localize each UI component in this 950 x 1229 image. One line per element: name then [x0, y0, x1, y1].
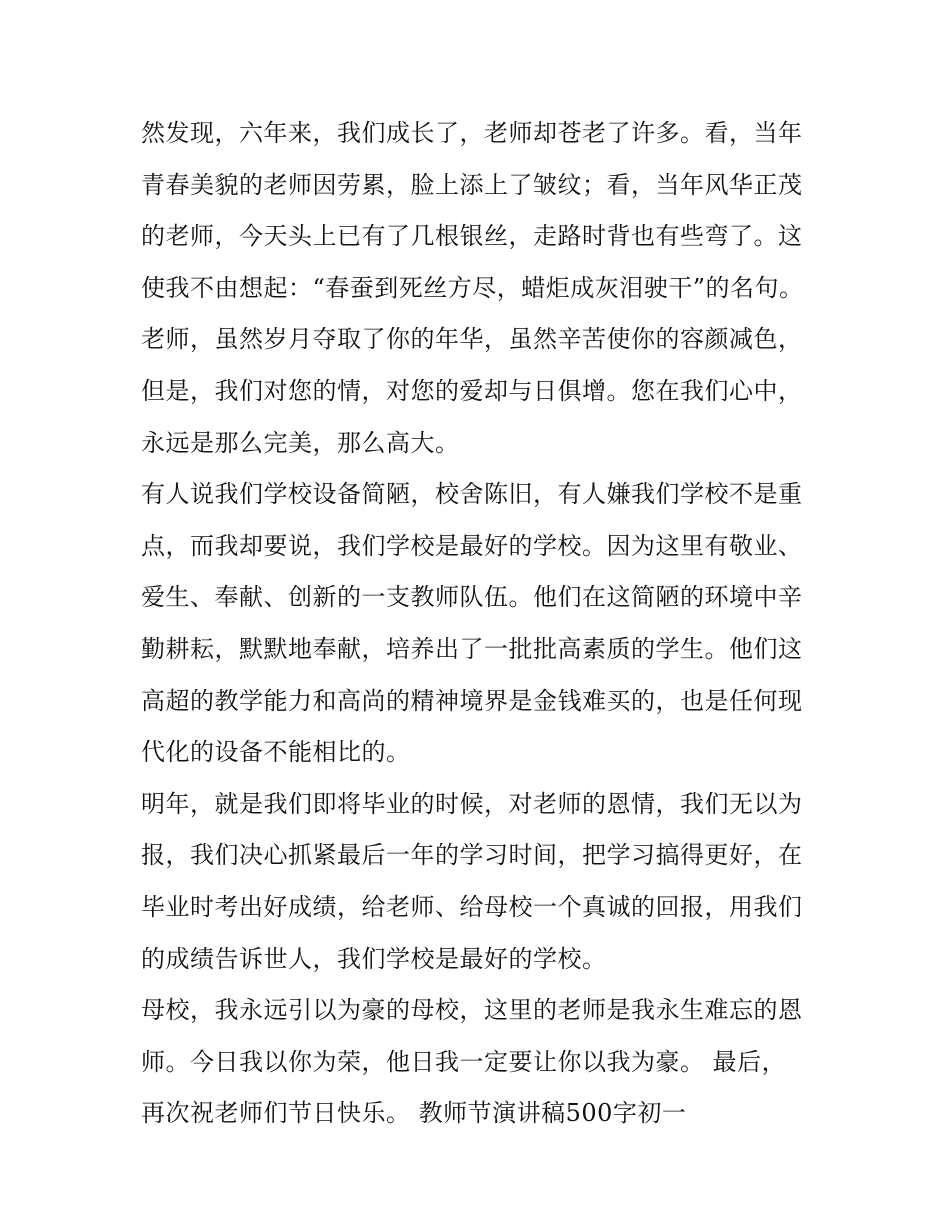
text-line: 高超的教学能力和高尚的精神境界是金钱难买的，也是任何现 [141, 686, 803, 715]
text-line: 再次祝老师们节日快乐。 教师节演讲稿500字初一 [141, 1099, 687, 1128]
document-body [141, 108, 821, 1140]
text-line: 永远是那么完美，那么高大。 [141, 428, 460, 457]
text-line: 报，我们决心抓紧最后一年的学习时间，把学习搞得更好，在 [141, 841, 803, 870]
text-line: 点，而我却要说，我们学校是最好的学校。因为这里有敬业、 [141, 531, 803, 560]
text-line: 的成绩告诉世人，我们学校是最好的学校。 [141, 944, 607, 973]
text-line: 代化的设备不能相比的。 [141, 738, 411, 767]
text-line: 青春美貌的老师因劳累，脸上添上了皱纹；看，当年风华正茂 [141, 170, 803, 199]
text-line: 有人说我们学校设备简陋，校舍陈旧，有人嫌我们学校不是重 [141, 480, 803, 509]
text-line: 然发现，六年来，我们成长了，老师却苍老了许多。看，当年 [141, 119, 803, 147]
text-line: 毕业时考出好成绩，给老师、给母校一个真诚的回报，用我们 [141, 892, 803, 921]
text-line: 母校，我永远引以为豪的母校，这里的老师是我永生难忘的恩 [141, 996, 803, 1025]
text-line: 明年，就是我们即将毕业的时候，对老师的恩情，我们无以为 [141, 789, 803, 818]
text-line: 师。今日我以你为荣，他日我一定要让你以我为豪。 最后， [141, 1047, 787, 1076]
text-line: 老师，虽然岁月夺取了你的年华，虽然辛苦使你的容颜减色， [141, 325, 803, 354]
text-line: 爱生、奉献、创新的一支教师队伍。他们在这简陋的环境中辛 [141, 583, 803, 612]
text-line: 的老师，今天头上已有了几根银丝，走路时背也有些弯了。这 [141, 222, 803, 251]
text-line: 勤耕耘，默默地奉献，培养出了一批批高素质的学生。他们这 [141, 634, 803, 663]
text-line: 但是，我们对您的情，对您的爱却与日俱增。您在我们心中， [141, 376, 803, 405]
text-line: 使我不由想起：“春蚕到死丝方尽，蜡炬成灰泪驶干”的名句。 [141, 273, 804, 302]
